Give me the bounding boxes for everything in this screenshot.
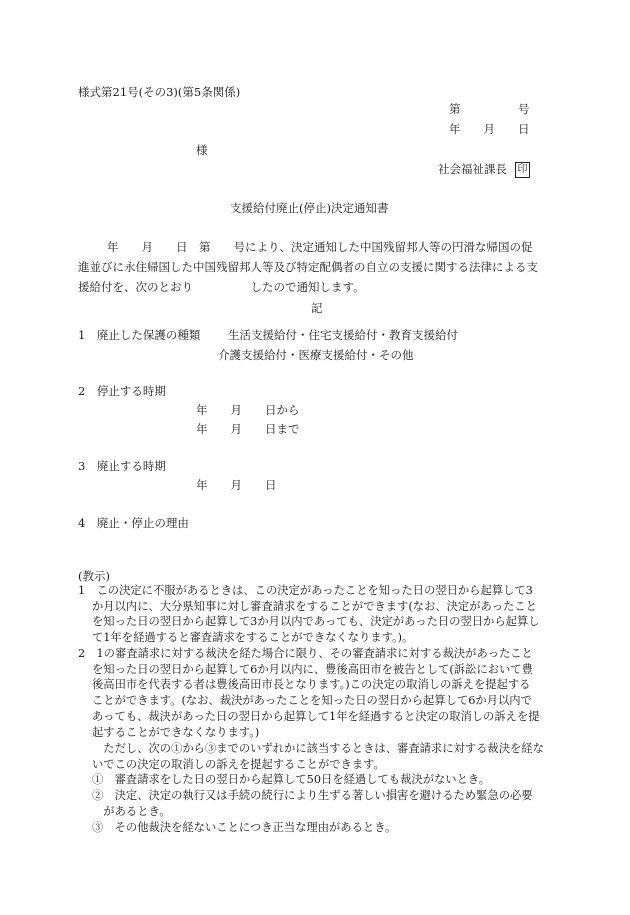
- intro-line-2: 進並びに永住帰国した中国残留邦人等及び特定配偶者の自立の支援に関する法律による支: [78, 260, 538, 274]
- item3-label: 3 廃止する時期: [78, 459, 166, 473]
- kyoji-line: ただし、次の①から③までのいずれかに該当するときは、審査請求に対する裁決を経な: [92, 742, 544, 755]
- kyoji-line: ことができます。(なお、裁決があったことを知った日の翌日から起算して6か月以内で: [92, 694, 532, 707]
- kyoji-line: 2 1の審査請求に対する裁決を経た場合に限り、その審査請求に対する裁決があったこと: [78, 647, 533, 660]
- item1-types-line2: 介護支援給付・医療支援給付・その他: [218, 348, 414, 362]
- issuer-title: 社会福祉課長: [438, 162, 507, 176]
- kyoji-line: 後高田市を代表する者は豊後高田市長となります。)この決定の取消しの訴えを提起する: [92, 678, 531, 691]
- ki-heading: 記: [311, 301, 323, 315]
- document-title: 支援給付廃止(停止)決定通知書: [230, 201, 389, 215]
- issuer: [438, 161, 530, 178]
- item4-label: 4 廃止・停止の理由: [78, 516, 189, 530]
- item2-to-date: 年 月 日まで: [196, 422, 300, 436]
- kyoji-line: ③ その他裁決を経ないことにつき正当な理由があるとき。: [92, 821, 397, 834]
- intro-line-3: 援給付を、次のとおり したので通知します。: [78, 280, 365, 294]
- item1-label: 1 廃止した保護の種類: [78, 328, 201, 342]
- kyoji-line: ② 決定、決定の執行又は手続の続行により生ずる著しい損害を避けるため緊急の必要: [92, 789, 533, 802]
- item3-date: 年 月 日: [196, 478, 277, 492]
- intro-line-1: 年 月 日 第 号により、決定通知した中国残留邦人等の円滑な帰国の促: [107, 240, 533, 254]
- item2-label: 2 停止する時期: [78, 384, 166, 398]
- kyoji-line: ① 審査請求をした日の翌日から起算して50日を経過しても裁決がないとき。: [92, 773, 491, 786]
- kyoji-line: があるとき。: [92, 805, 171, 818]
- kyoji-line: を知った日の翌日から起算して6か月以内に、豊後高田市を被告として(訴訟において豊: [92, 663, 533, 676]
- kyoji-line: か月以内に、大分県知事に対し審査請求をすることができます(なお、決定があったこと: [92, 600, 537, 613]
- kyoji-heading: (教示): [78, 569, 110, 583]
- kyoji-line: を知った日の翌日から起算して3か月以内であっても、決定があった日の翌日から起算し: [92, 615, 540, 628]
- form-number: 様式第21号(その3)(第5条関係): [78, 85, 241, 99]
- item1-types-line1: 生活支援給付・住宅支援給付・教育支援給付: [228, 328, 458, 342]
- seal-stamp: 印: [515, 162, 530, 178]
- document-date: 年 月 日: [449, 122, 530, 136]
- item2-from-date: 年 月 日から: [196, 403, 300, 417]
- kyoji-line: あっても、裁決があった日の翌日から起算して1年を経過すると決定の取消しの訴えを提: [92, 710, 540, 723]
- document-number: 第 号: [449, 102, 530, 116]
- addressee-honorific: 様: [196, 143, 208, 157]
- kyoji-line: 1 この決定に不服があるときは、この決定があったことを知った日の翌日から起算して3: [78, 584, 533, 597]
- kyoji-line: て1年を経過すると審査請求をすることができなくなります。)。: [92, 631, 414, 644]
- kyoji-line: いでこの決定の取消しの訴えを提起することができます。: [92, 758, 385, 771]
- kyoji-line: 起することができなくなります。): [92, 726, 260, 739]
